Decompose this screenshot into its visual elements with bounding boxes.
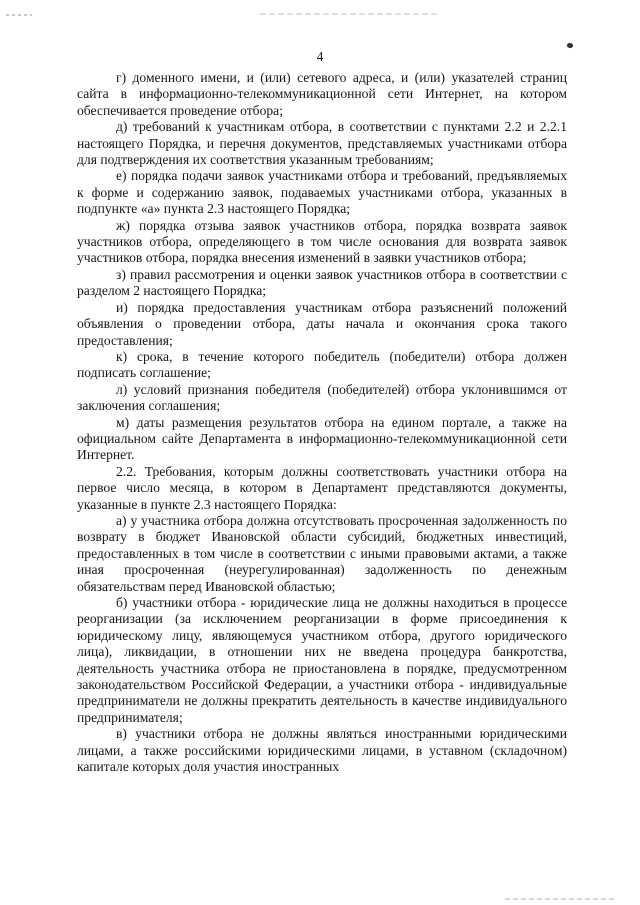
document-body <box>77 70 567 775</box>
paragraph-i: и) порядка предоставления участникам отбора разъяснений положений объявления о проведении отбора, даты начала и окончания срока такого предоставления; <box>77 299 567 348</box>
paragraph-g: г) доменного имени, и (или) сетевого адреса, и (или) указателей страниц сайта в информационно-телекоммуникационной сети Интернет, на котором обеспечивается проведение отбора; <box>77 70 567 118</box>
paragraph-zh: ж) порядка отзыва заявок участников отбора, порядка возврата заявок участников отбора, определяющего в том числе основания для возврата заявок участников отбора, порядка внесения изменений в заявки участников отбора; <box>77 217 567 266</box>
paragraph-d: д) требований к участникам отбора, в соответствии с пунктами 2.2 и 2.2.1 настоящего Порядка, и перечня документов, представляемых участниками отбора для подтверждения их соответствия указанным требованиям; <box>77 119 567 168</box>
paragraph-a: а) у участника отбора должна отсутствовать просроченная задолженность по возврату в бюджет Ивановской области субсидий, бюджетных инвестиций, предоставленных в том числе в соответствии с иными правовыми актами, а также иная просроченная (неурегулированная) задолженность по денежным обязательствам перед Ивановской областью; <box>77 512 567 594</box>
paragraph-l: л) условий признания победителя (победителей) отбора уклонившимся от заключения соглашения; <box>77 381 567 414</box>
scan-artifact-left <box>6 14 32 16</box>
scan-artifact-top <box>260 13 440 15</box>
paragraph-v: в) участники отбора не должны являться иностранными юридическими лицами, а также российскими юридическими лицами, в уставном (складочном) капитале которых доля участия иностранных <box>77 726 567 775</box>
paragraph-e: е) порядка подачи заявок участниками отбора и требований, предъявляемых к форме и содержанию заявок, подаваемых участниками отбора, указанных в подпункте «а» пункта 2.3 настоящего Порядка; <box>77 168 567 217</box>
paragraph-z: з) правил рассмотрения и оценки заявок участников отбора в соответствии с разделом 2 настоящего Порядка; <box>77 266 567 299</box>
section-2-2-heading: 2.2. Требования, которым должны соответствовать участники отбора на первое число месяца, в котором в Департамент представляются документы, указанные в пункте 2.3 настоящего Порядка: <box>77 463 567 512</box>
scan-artifact-bottom <box>505 898 615 900</box>
page-number: 4 <box>316 49 324 64</box>
paragraph-b: б) участники отбора - юридические лица не должны находиться в процессе реорганизации (за исключением реорганизации в форме присоединения к юридическому лицу, являющемуся участником отбора, другого юридического лица), ликвидации, в отношении них не введена процедура банкротства, деятельность участника отбора не приостановлена в порядке, предусмотренном законодательством Российской Федерации, а участники отбора - индивидуальные предприниматели не должны прекратить деятельность в качестве индивидуального предпринимателя; <box>77 595 567 725</box>
paragraph-m: м) даты размещения результатов отбора на едином портале, а также на официальном сайте Департамента в информационно-телекоммуникационной сети Интернет. <box>77 414 567 463</box>
scan-speck <box>566 42 573 49</box>
paragraph-k: к) срока, в течение которого победитель (победители) отбора должен подписать соглашение; <box>77 348 567 381</box>
